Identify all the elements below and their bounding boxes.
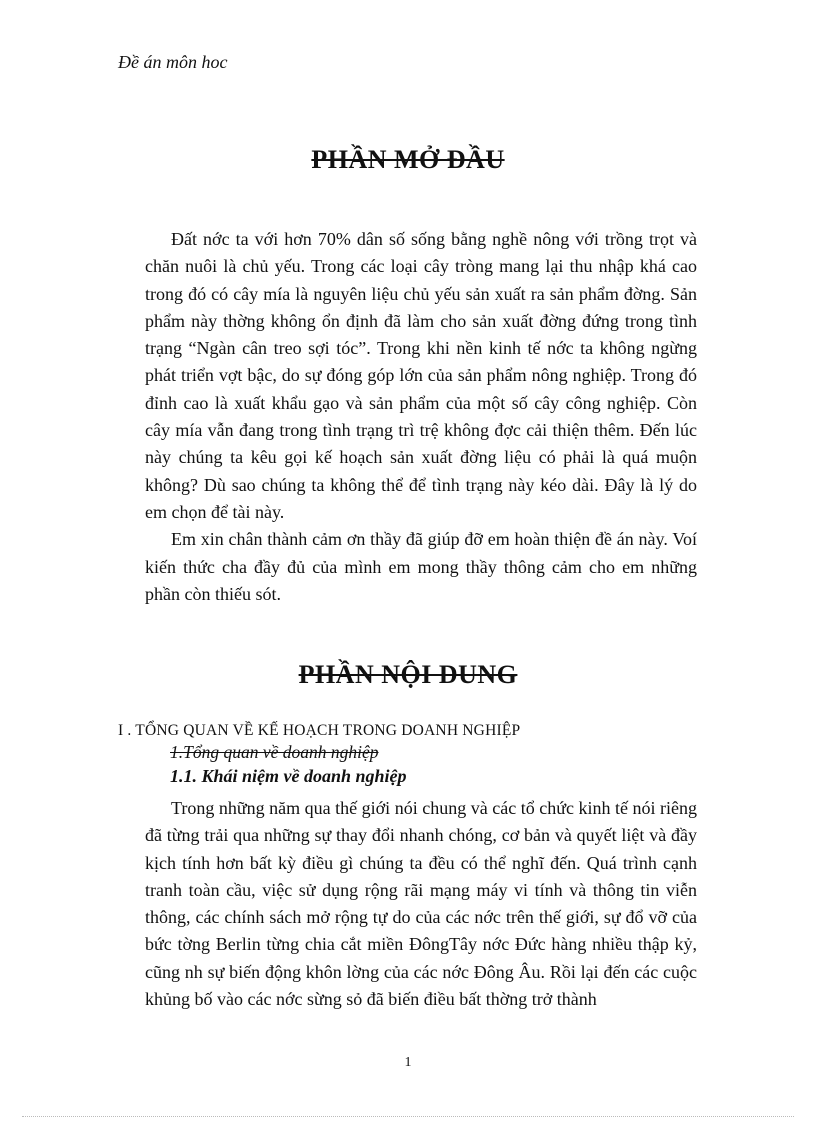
subsubsection-title: 1.1. Khái niệm về doanh nghiệp — [170, 766, 407, 786]
body-paragraph-1: Trong những năm qua thế giới nói chung và các tổ chức kinh tế nói riêng đã từng trải qua những sự thay đổi nhanh chóng, cơ bản và quyết liệt và đầy kịch tính hơn bất kỳ điều gì chúng ta đều có thể nghĩ đến. Quá trình cạnh tranh toàn cầu, việc sử dụng rộng rãi mạng máy vi tính và thông tin viễn thông, các chính sách mở rộng tự do của các nớc trên thế giới, sự đổ vỡ của bức tờng Berlin từng chia cắt miền ĐôngTây nớc Đức hàng nhiều thập kỷ, cũng nh sự biến động khôn lờng của các nớc Đông Âu. Rồi lại đến các cuộc khủng bố vào các nớc sừng sỏ đã biến điều bất thờng trở thành — [145, 798, 697, 1010]
subsection-title: 1.Tổng quan về doanh nghiệp — [170, 742, 379, 762]
page-number: 1 — [404, 1055, 412, 1070]
intro-paragraph-2: Em xin chân thành cảm ơn thầy đã giúp đỡ em hoàn thiện đề án này. Voí kiến thức cha đầy đủ của mình em mong thầy thông cảm cho em những phần còn thiếu sót. — [145, 529, 697, 604]
page-bottom-divider — [22, 1116, 794, 1117]
section-title: I . TỔNG QUAN VỀ KẾ HOẠCH TRONG DOANH NGHIỆP — [118, 722, 521, 739]
intro-text — [145, 226, 697, 608]
body-text — [145, 795, 697, 1013]
page-header: Đề án môn hoc — [118, 52, 228, 72]
content-heading: PHẦN NỘI DUNG — [298, 660, 518, 689]
intro-paragraph-1: Đất nớc ta với hơn 70% dân số sống bằng nghề nông với trồng trọt và chăn nuôi là chủ yếu. Trong các loại cây tròng mang lại thu nhập khá cao trong đó có cây mía là nguyên liệu chủ yếu sản xuất ra sản phẩm đờng. Sản phẩm này thờng không ổn định đã làm cho sản xuất đờng đứng trong tình trạng “Ngàn cân treo sợi tóc”. Trong khi nền kinh tế nớc ta không ngừng phát triển vợt bậc, do sự đóng góp lớn của sản phẩm nông nghiệp. Trong đó đỉnh cao là xuất khẩu gạo và sản phẩm của một số cây công nghiệp. Còn cây mía vẫn đang trong tình trạng trì trệ không đợc cải thiện thêm. Đến lúc này chúng ta kêu gọi kế hoạch sản xuất đờng liệu có phải là quá muộn không? Dù sao chúng ta không thể để tình trạng này kéo dài. Đây là lý do em chọn để tài này. — [145, 229, 697, 522]
intro-heading: PHẦN MỞ ĐẦU — [311, 145, 505, 174]
